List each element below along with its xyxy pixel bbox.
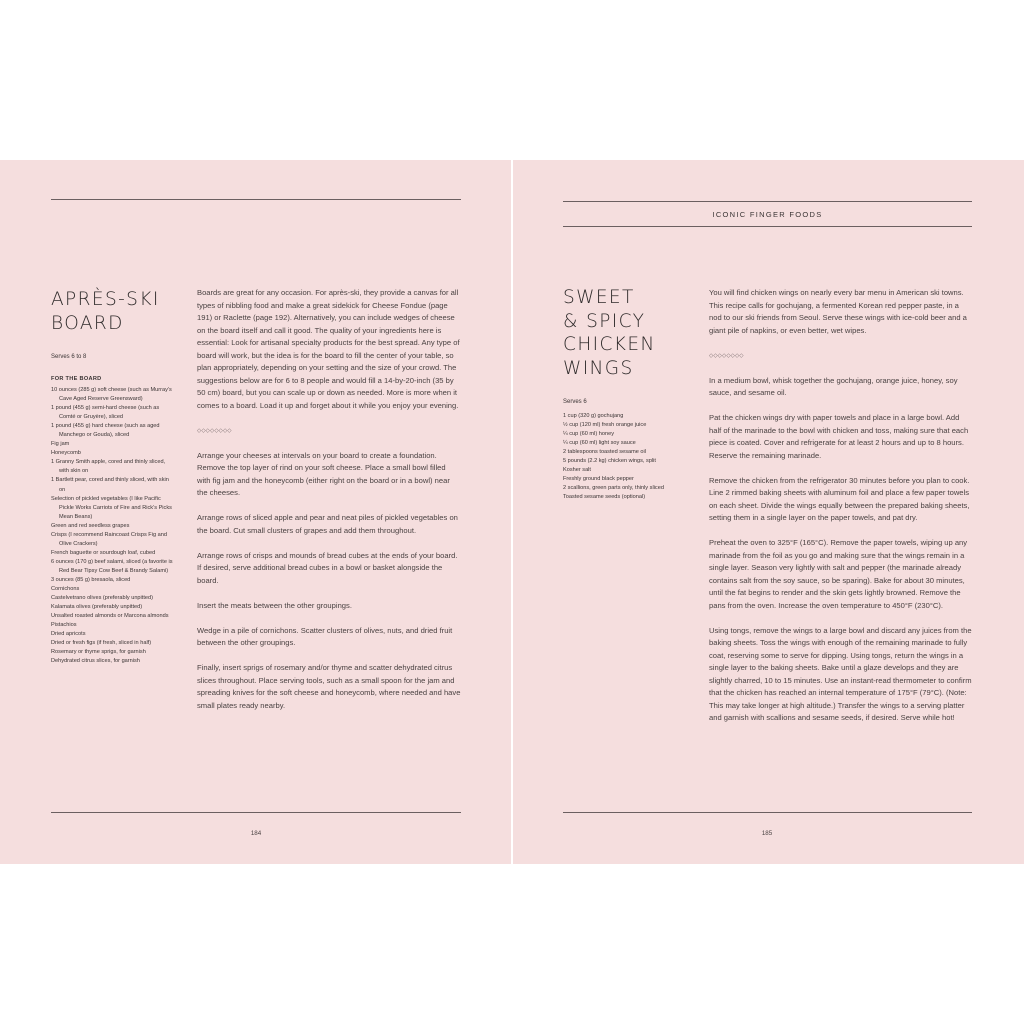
ingredients-heading: FOR THE BOARD (51, 376, 102, 382)
serves-text: Serves 6 (563, 399, 587, 405)
title-line: BOARD (51, 312, 124, 334)
top-rule (51, 199, 461, 200)
ingredient-item: 3 ounces (85 g) bresaola, sliced (51, 576, 131, 583)
recipe-method (709, 287, 972, 737)
ingredient-item: 1 pound (455 g) hard cheese (such as aged Manchego or Gouda), sliced (51, 423, 160, 439)
ingredient-item: 2 tablespoons toasted sesame oil (563, 449, 647, 456)
left-page (0, 160, 511, 864)
step-paragraph: Wedge in a pile of cornichons. Scatter clusters of olives, nuts, and dried fruit between the other groupings. (197, 625, 453, 647)
step-paragraph: Using tongs, remove the wings to a large bowl and discard any juices from the baking sheets. Toss the wings with enough of the remaining marinade to fully coat, reserving some to serve for dipping. Using tongs, return the wings in a single layer to the baking sheets. Bake until a glaze develops and they are slightly charred, 10 to 15 minutes. Use an instant-read thermometer to confirm that the chicken has reached an internal temperature of 175°F (79°C). (Note: This may take longer at high altitude.) Transfer the wings to a serving platter and garnish with scallions and sesame seeds, if desired. Serve while hot! (709, 625, 972, 722)
ingredient-item: ¼ cup (60 ml) light soy sauce (563, 440, 636, 447)
header-bottom-rule (563, 226, 972, 227)
serves-text: Serves 6 to 8 (51, 354, 87, 360)
ingredient-item: Green and red seedless grapes (51, 522, 130, 529)
ingredient-item: ½ cup (120 ml) fresh orange juice (563, 422, 647, 429)
ornament-divider: ◇◇◇◇◇◇◇◇ (197, 427, 232, 434)
title-line: SWEET (563, 287, 635, 308)
ingredient-item: Unsalted roasted almonds or Marcona almonds (51, 613, 169, 620)
step-paragraph: Arrange rows of sliced apple and pear and neat piles of pickled vegetables on the board. Cut small clusters of grapes and add them throughout. (197, 513, 458, 535)
recipe-title (563, 286, 656, 380)
intro-paragraph: Boards are great for any occasion. For après-ski, they provide a canvas for all types of nibbling food and make a great sidekick for Cheese Fondue (page 191) or Raclette (page 192). Alternatively, you can include wedges of cheese on the board itself and call it good. The quality of your ingredients here is essential: Look for artisanal specialty products for the best spread. Any type of board will work, but the idea is for the board to fill the center of your table, so plan appropriately, depending on your setting and the size of your crowd. The suggestions below are for 6 to 8 people and would fill a 14-by-20-inch (35 by 50 cm) board, but you can scale up or down as needed. More is more when it comes to a board. Load it up and forget about it while you enjoy your evening. (197, 288, 460, 410)
step-paragraph: Arrange rows of crisps and mounds of bread cubes at the ends of your board. If desired, serve additional bread cubes in a bowl or basket alongside the board. (197, 550, 458, 585)
ingredient-item: 1 Bartlett pear, cored and thinly sliced, with skin on (51, 477, 169, 493)
ingredient-item: 1 pound (455 g) semi-hard cheese (such as Comté or Gruyère), sliced (51, 405, 160, 421)
ingredient-item: 1 Granny Smith apple, cored and thinly sliced, with skin on (51, 459, 166, 475)
step-paragraph: Pat the chicken wings dry with paper towels and place in a large bowl. Add half of the marinade to the bowl with chicken and toss, making sure that each piece is coated. Cover and refrigerate for at least 2 hours and up to 8 hours. Reserve the remaining marinade. (709, 413, 969, 460)
page-number: 185 (761, 830, 773, 837)
ingredient-item: 2 scallions, green parts only, thinly sliced (563, 485, 664, 492)
ingredient-item: Dried apricots (51, 631, 86, 638)
step-paragraph: In a medium bowl, whisk together the gochujang, orange juice, honey, soy sauce, and sesame oil. (709, 375, 958, 397)
ingredient-item: Kosher salt (563, 467, 591, 474)
page-number: 184 (250, 830, 262, 837)
intro-paragraph: You will find chicken wings on nearly every bar menu in American ski towns. This recipe calls for gochujang, a fermented Korean red pepper paste, in a nod to our ski friends from Seoul. Serve these wings with ice-cold beer and a giant pile of napkins, or even better, wet wipes. (709, 288, 967, 335)
title-line: APRÈS-SKI (51, 289, 160, 310)
bottom-rule (563, 812, 972, 813)
ingredient-item: 1 cup (320 g) gochujang (563, 413, 624, 419)
ingredient-item: Dehydrated citrus slices, for garnish (51, 658, 140, 665)
ingredients-list (51, 386, 173, 666)
ingredients-list (563, 412, 685, 502)
ingredient-item: Dried or fresh figs (if fresh, sliced in half) (51, 640, 152, 647)
ingredient-item: Selection of pickled vegetables (I like Pacific Pickle Works Carriots of Fire and Rick’s Picks Mean Beans) (51, 495, 172, 520)
title-line: CHICKEN (563, 334, 656, 355)
step-paragraph: Insert the meats between the other groupings. (197, 600, 352, 610)
step-paragraph: Remove the chicken from the refrigerator 30 minutes before you plan to cook. Line 2 rimmed baking sheets with aluminum foil and place a few paper towels on each sheet. Divide the wings equally between the prepared baking sheets, setting them in a single layer on the paper towels, and pat dry. (709, 475, 970, 522)
recipe-method (197, 287, 461, 725)
ingredient-item: Castelvetrano olives (preferably unpitted) (51, 595, 153, 602)
ingredient-item: Cornichons (51, 586, 80, 593)
recipe-title (51, 288, 160, 335)
ingredient-item: 5 pounds (2.2 kg) chicken wings, split (563, 458, 656, 465)
step-paragraph: Arrange your cheeses at intervals on your board to create a foundation. Remove the top layer of rind on your soft cheese. Place a small bowl filled with fig jam and the honeycomb (either right on the board or in a bowl) near the cheeses. (197, 450, 450, 497)
right-page (513, 160, 1024, 864)
ornament-divider: ◇◇◇◇◇◇◇◇ (709, 352, 744, 359)
ingredient-item: Pistachios (51, 622, 77, 629)
header-top-rule (563, 201, 972, 202)
ingredient-item: ¼ cup (60 ml) honey (563, 431, 614, 438)
bottom-rule (51, 812, 461, 813)
ingredient-item: Honeycomb (51, 450, 81, 457)
title-line: WINGS (563, 357, 634, 379)
ingredient-item: 6 ounces (170 g) beef salami, sliced (a favorite is Red Bear Tipsy Cow Beef & Brandy Salami) (51, 558, 173, 574)
running-header: ICONIC FINGER FOODS (712, 210, 823, 219)
ingredient-item: French baguette or sourdough loaf, cubed (51, 549, 156, 556)
ingredient-item: 10 ounces (285 g) soft cheese (such as Murray’s Cave Aged Reserve Greensward) (51, 387, 172, 403)
step-paragraph: Preheat the oven to 325°F (165°C). Remove the paper towels, wiping up any marinade from the foil as you go and making sure that the wings remain in a single layer. Season very lightly with salt and pepper (the marinade already contains salt from the soy sauce, so be sparing). Bake for about 30 minutes, until the fat begins to render and the skin gets lightly browned. Remove the pans from the oven. Increase the oven temperature to 450°F (230°C). (709, 538, 968, 610)
ingredient-item: Fig jam (51, 441, 70, 448)
ingredient-item: Freshly ground black pepper (563, 476, 634, 483)
ingredient-item: Rosemary or thyme sprigs, for garnish (51, 649, 146, 656)
title-line: & SPICY (563, 310, 646, 332)
ingredient-item: Toasted sesame seeds (optional) (563, 494, 646, 501)
step-paragraph: Finally, insert sprigs of rosemary and/or thyme and scatter dehydrated citrus slices throughout. Place serving tools, such as a small spoon for the jam and spreading knives for the soft cheese and honeycomb, where needed and have small plates ready nearby. (197, 663, 461, 710)
ingredient-item: Kalamata olives (preferably unpitted) (51, 604, 143, 611)
ingredient-item: Crisps (I recommend Raincoast Crisps Fig and Olive Crackers) (51, 531, 167, 547)
